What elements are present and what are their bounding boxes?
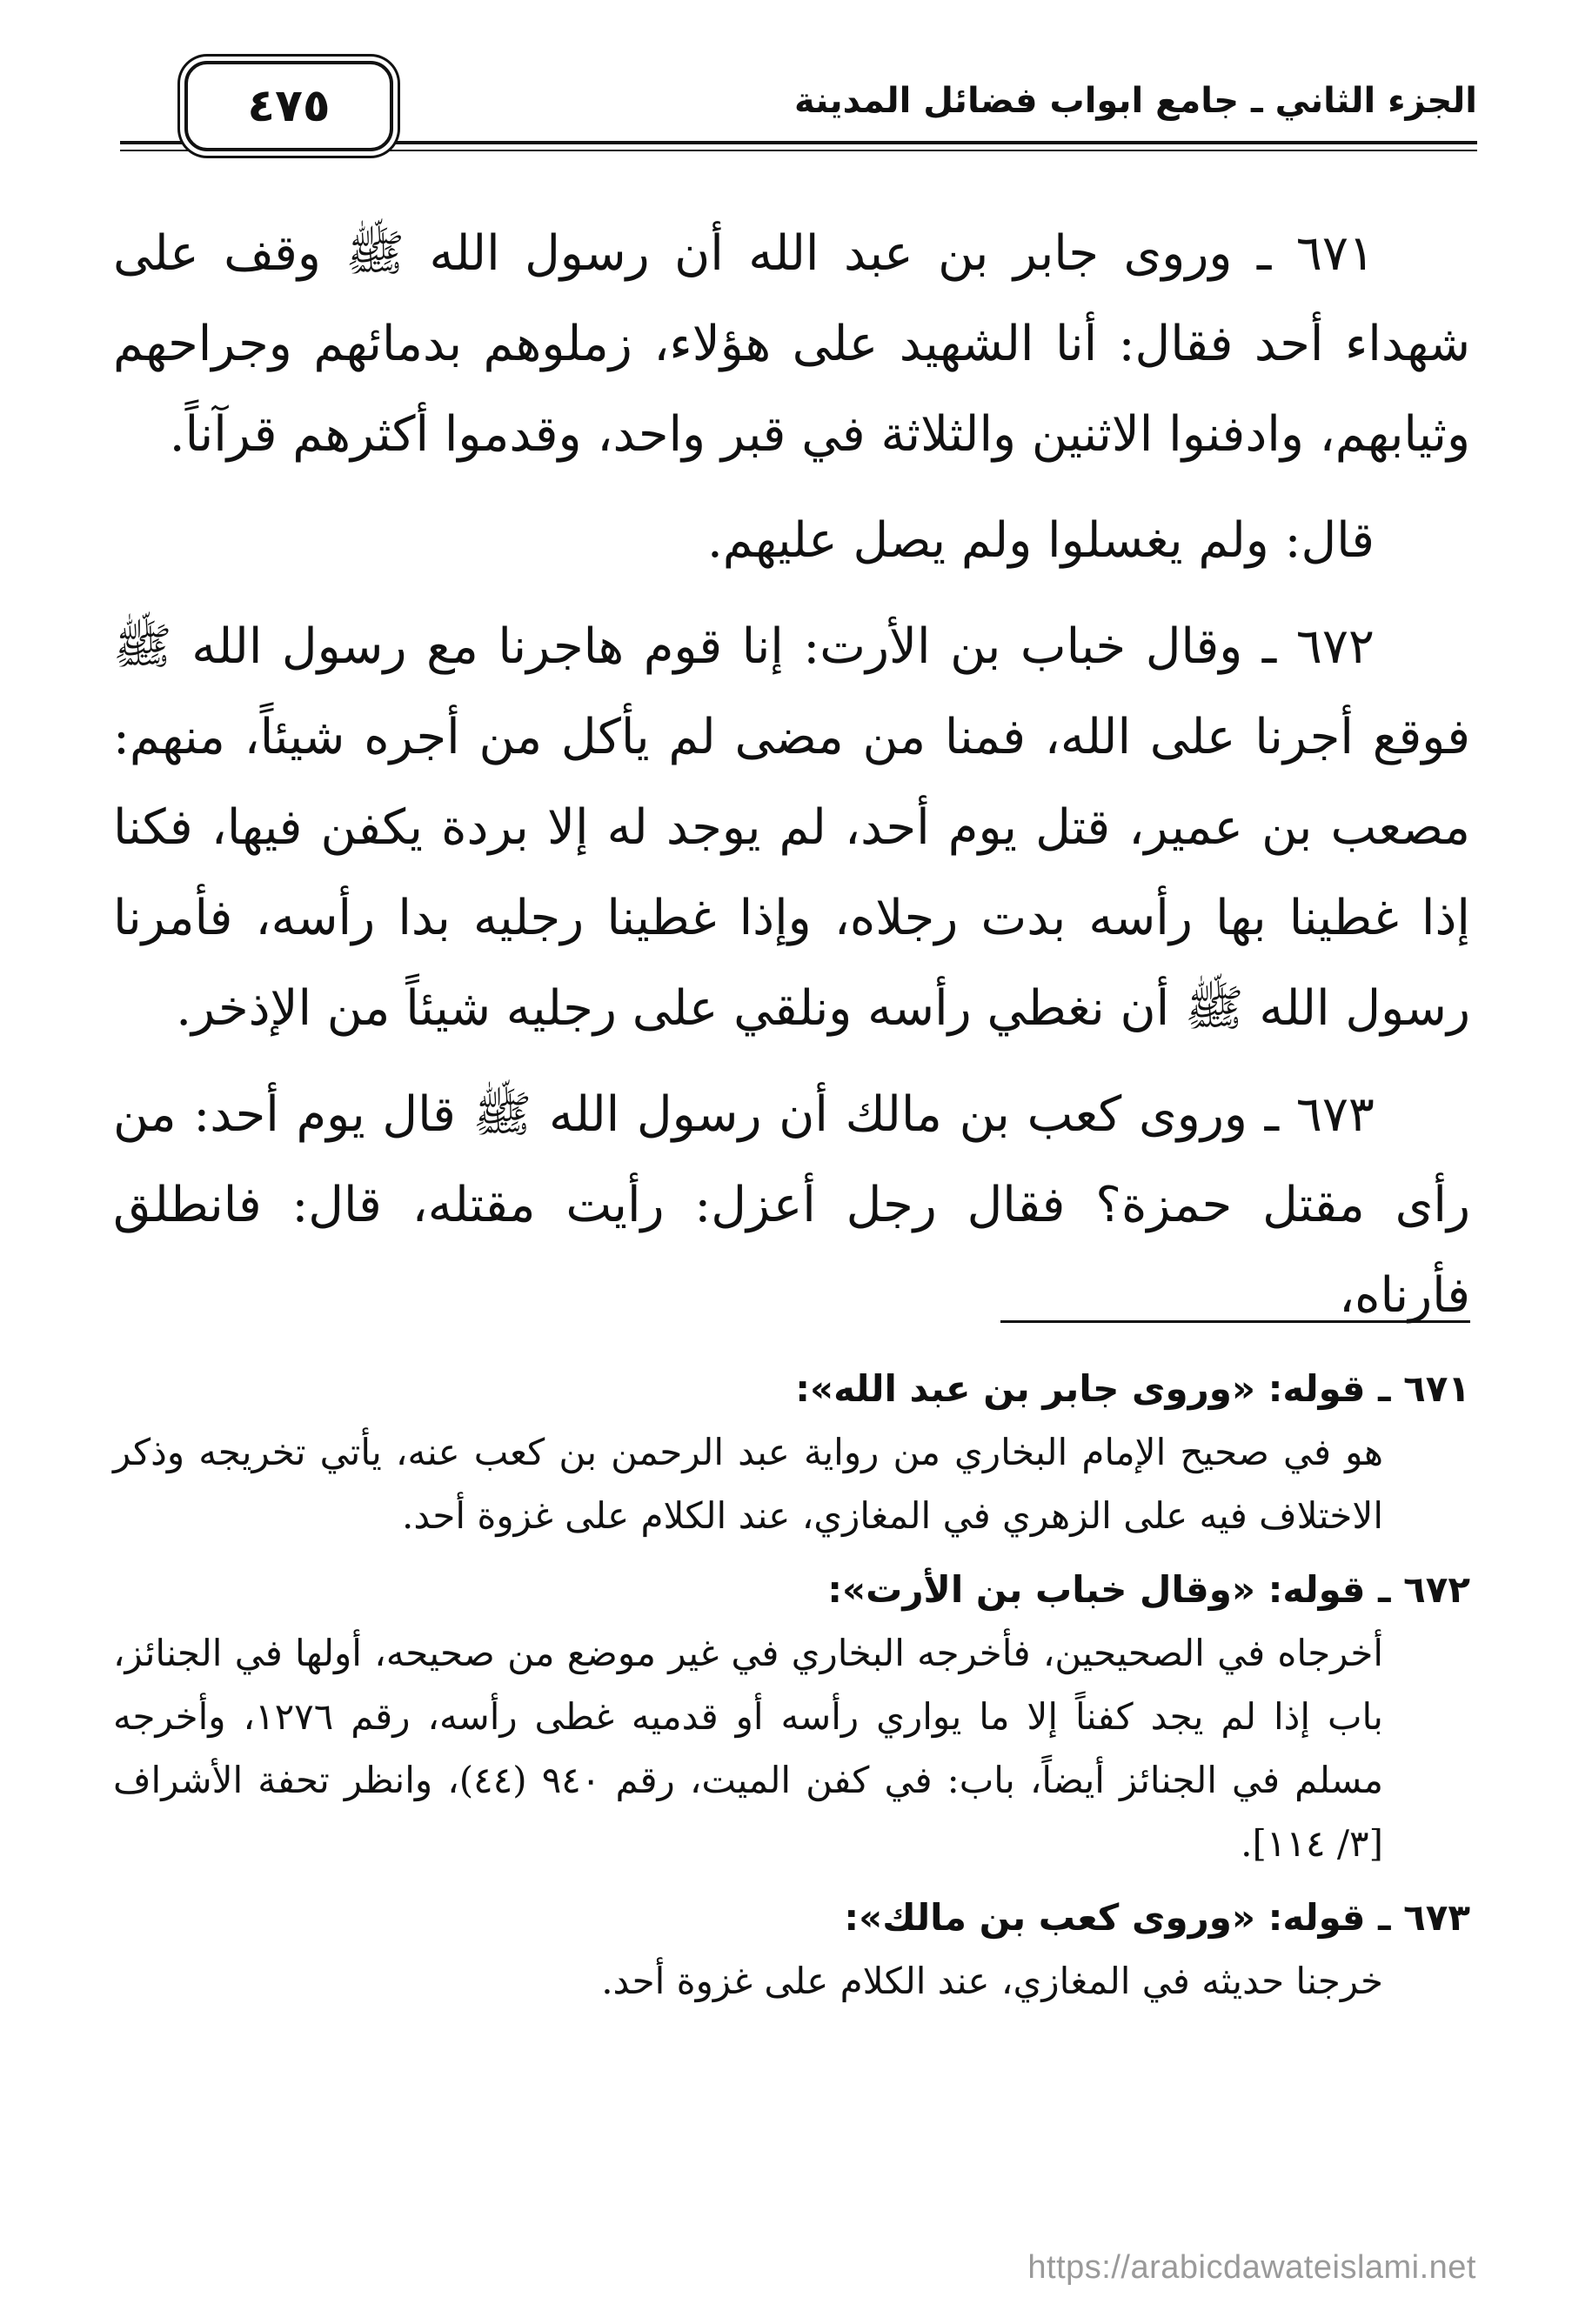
paragraph-hadith-672: ٦٧٢ ـ وقال خباب بن الأرت: إنا قوم هاجرنا مع رسول الله ﷺ فوقع أجرنا على الله، فمنا من مضى لم يأكل من أجره شيئاً، منهم: مصعب بن عمير، قتل يوم أحد، لم يوجد له إلا بردة يكفن فيها، فكنا إذا غطينا بها رأسه بدت رجلاه، وإذا غطينا رجليه بدا رأسه، فأمرنا رسول الله ﷺ أن نغطي رأسه ونلقي على رجليه شيئاً من الإذخر. [113,618,1470,1037]
footnote-text: أخرجاه في الصحيحين، فأخرجه البخاري في غير موضع من صحيحه، أولها في الجنائز، باب إذا لم يجد كفناً إلا ما يواري رأسه أو قدميه غطى رأسه، رقم ١٢٧٦، وأخرجه مسلم في الجنائز أيضاً، باب: في كفن الميت، رقم ٩٤٠ (٤٤)، وانظر تحفة الأشراف [٣/ ١١٤]. [113,1632,1383,1865]
paragraph-hadith-673: ٦٧٣ ـ وروى كعب بن مالك أن رسول الله ﷺ قال يوم أحد: من رأى مقتل حمزة؟ فقال رجل أعزل: رأيت مقتله، قال: فانطلق فأرناه، [113,1086,1470,1324]
footnote-text: هو في صحيح الإمام البخاري من رواية عبد الرحمن بن كعب عنه، يأتي تخريجه وذكر الاختلاف فيه على الزهري في المغازي، عند الكلام على غزوة أحد. [113,1431,1383,1537]
paragraph-hadith-671: ٦٧١ ـ وروى جابر بن عبد الله أن رسول الله ﷺ وقف على شهداء أحد فقال: أنا الشهيد على هؤلاء، زملوهم بدمائهم وجراحهم وثيابهم، وادفنوا الاثنين والثلاثة في قبر واحد، وقدموا أكثرهم قرآناً. [113,225,1470,463]
footnote-heading: ٦٧٣ ـ قوله: «وروى كعب بن مالك»: [844,1896,1470,1939]
page-number-frame [184,61,393,151]
watermark-url: https://arabicdawateislami.net [1027,2249,1476,2286]
page-header [120,61,1477,165]
footnote-671 [113,1357,1470,1547]
footnote-separator [1000,1320,1470,1323]
paragraph-note: قال: ولم يغسلوا ولم يصل عليهم. [706,512,1375,569]
footnotes [113,1357,1470,2023]
footnote-672 [113,1558,1470,1875]
footnote-heading: ٦٧١ ـ قوله: «وروى جابر بن عبد الله»: [795,1367,1470,1410]
footnote-heading: ٦٧٢ ـ قوله: «وقال خباب بن الأرت»: [827,1568,1470,1611]
main-text [113,209,1470,1357]
footnote-673 [113,1886,1470,2013]
page-number: ٤٧٥ [247,80,331,132]
running-title: الجزء الثاني ـ جامع ابواب فضائل المدينة [794,81,1477,121]
footnote-text: خرجنا حديثه في المغازي، عند الكلام على غزوة أحد. [601,1960,1383,2002]
